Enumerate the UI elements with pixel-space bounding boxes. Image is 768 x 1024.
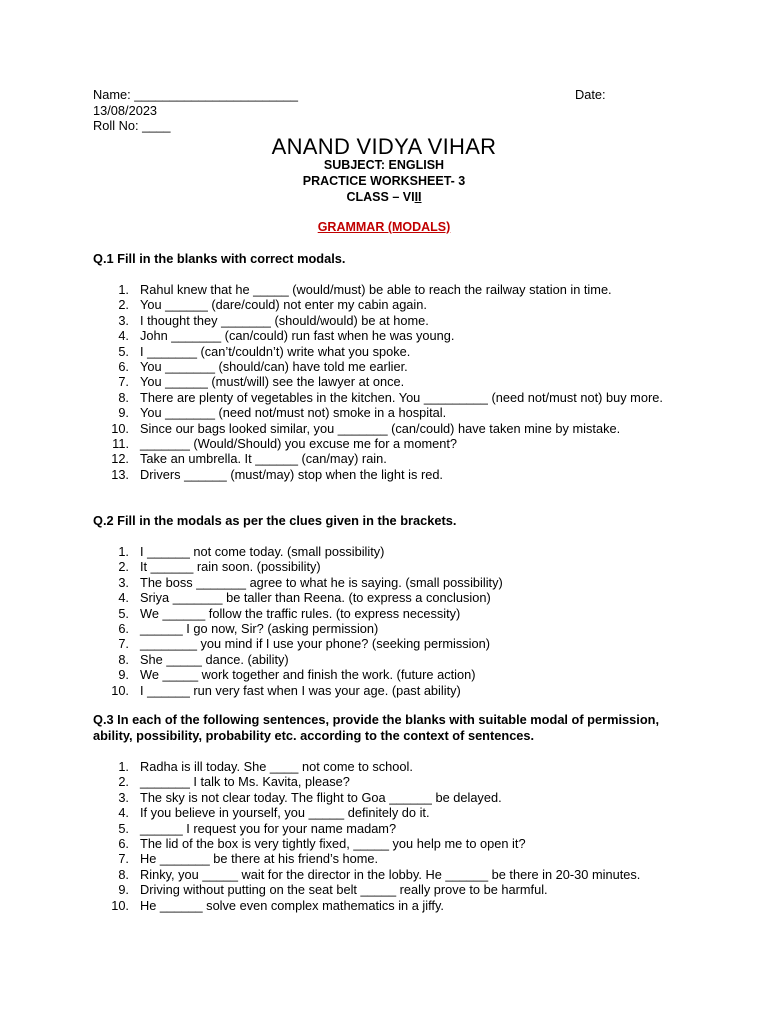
item-number: 6. bbox=[118, 836, 129, 852]
q2-item bbox=[93, 683, 673, 698]
school-title: ANAND VIDYA VIHAR bbox=[271, 134, 497, 159]
item-text: You ______ (must/will) see the lawyer at once. bbox=[140, 374, 405, 390]
date-label: Date: bbox=[575, 87, 606, 102]
item-number: 6. bbox=[118, 621, 129, 637]
q1-item bbox=[93, 344, 673, 359]
q1-item bbox=[93, 282, 673, 297]
item-number: 5. bbox=[118, 343, 129, 359]
item-text: Since our bags looked similar, you _______ (can/could) have taken mine by mistake. bbox=[140, 420, 621, 436]
item-number: 6. bbox=[118, 359, 129, 375]
item-text: We ______ follow the traffic rules. (to express necessity) bbox=[140, 605, 461, 621]
item-number: 8. bbox=[118, 651, 129, 667]
item-number: 9. bbox=[118, 405, 129, 421]
item-text: It ______ rain soon. (possibility) bbox=[140, 559, 321, 575]
q3-item bbox=[93, 805, 673, 820]
q2-item bbox=[93, 590, 673, 605]
item-text: She _____ dance. (ability) bbox=[140, 651, 289, 667]
worksheet-line: PRACTICE WORKSHEET- 3 bbox=[302, 174, 466, 188]
item-text: I thought they _______ (should/would) be at home. bbox=[140, 312, 429, 328]
q2-item bbox=[93, 544, 673, 559]
class-suffix: II bbox=[414, 190, 422, 204]
item-number: 3. bbox=[118, 312, 129, 328]
item-text: ______ I go now, Sir? (asking permission) bbox=[140, 621, 379, 637]
student-header bbox=[93, 87, 693, 134]
item-number: 9. bbox=[118, 667, 129, 683]
item-text: I ______ run very fast when I was your age. (past ability) bbox=[140, 682, 461, 698]
item-text: There are plenty of vegetables in the kitchen. You _________ (need not/must not) buy more. bbox=[140, 389, 663, 405]
item-text: You ______ (dare/could) not enter my cabin again. bbox=[140, 297, 427, 313]
item-text: He _______ be there at his friend’s home. bbox=[140, 851, 379, 867]
name-field: Name: _______________________ bbox=[93, 87, 298, 102]
item-text: You _______ (need not/must not) smoke in a hospital. bbox=[140, 405, 447, 421]
q3-item bbox=[93, 774, 673, 789]
item-number: 1. bbox=[118, 759, 129, 774]
date-value: 13/08/2023 bbox=[93, 102, 158, 118]
item-number: 1. bbox=[118, 544, 129, 559]
q1-item bbox=[93, 313, 673, 328]
item-number: 10. bbox=[111, 420, 129, 436]
item-text: ________ you mind if I use your phone? (seeking permission) bbox=[140, 636, 490, 652]
q1-item bbox=[93, 467, 673, 482]
q1-heading: Q.1 Fill in the blanks with correct modals. bbox=[93, 251, 346, 266]
q3-heading: Q.3 In each of the following sentences, provide the blanks with suitable modal of permission, ability, possibility, probability etc. according to the context of sentences. bbox=[93, 712, 660, 743]
item-number: 4. bbox=[118, 590, 129, 606]
item-number: 1. bbox=[118, 282, 129, 297]
item-number: 4. bbox=[118, 328, 129, 344]
q1-item bbox=[93, 359, 673, 374]
item-text: We _____ work together and finish the work. (future action) bbox=[140, 667, 476, 683]
q3-item bbox=[93, 851, 673, 866]
item-number: 7. bbox=[118, 851, 129, 867]
q1-item bbox=[93, 374, 673, 389]
item-text: Rinky, you _____ wait for the director in the lobby. He ______ be there in 20-30 minutes. bbox=[140, 866, 641, 882]
item-number: 10. bbox=[111, 897, 129, 913]
q1-item bbox=[93, 328, 673, 343]
q1-item bbox=[93, 436, 673, 451]
class-prefix: CLASS – VI bbox=[346, 190, 415, 204]
item-text: Radha is ill today. She ____ not come to school. bbox=[140, 759, 413, 774]
item-number: 8. bbox=[118, 389, 129, 405]
item-text: I _______ (can’t/couldn’t) write what you spoke. bbox=[140, 343, 411, 359]
name-date-row bbox=[93, 87, 693, 103]
q3-item bbox=[93, 836, 673, 851]
item-number: 13. bbox=[111, 466, 129, 482]
item-text: Sriya _______ be taller than Reena. (to express a conclusion) bbox=[140, 590, 491, 606]
item-text: You _______ (should/can) have told me earlier. bbox=[140, 359, 408, 375]
item-number: 8. bbox=[118, 866, 129, 882]
q1-item bbox=[93, 405, 673, 420]
item-number: 7. bbox=[118, 374, 129, 390]
q1-list bbox=[93, 282, 673, 482]
q1-item bbox=[93, 297, 673, 312]
q2-item bbox=[93, 652, 673, 667]
q3-item bbox=[93, 821, 673, 836]
item-number: 2. bbox=[118, 297, 129, 313]
q1-item bbox=[93, 421, 673, 436]
item-number: 2. bbox=[118, 774, 129, 790]
item-number: 2. bbox=[118, 559, 129, 575]
item-text: Drivers ______ (must/may) stop when the light is red. bbox=[140, 466, 443, 482]
item-text: If you believe in yourself, you _____ definitely do it. bbox=[140, 805, 430, 821]
item-number: 12. bbox=[111, 451, 129, 467]
subject-line: SUBJECT: ENGLISH bbox=[323, 158, 445, 172]
q3-item bbox=[93, 867, 673, 882]
item-number: 7. bbox=[118, 636, 129, 652]
item-number: 5. bbox=[118, 820, 129, 836]
topic-heading: GRAMMAR (MODALS) bbox=[317, 220, 451, 234]
item-number: 11. bbox=[112, 436, 129, 452]
q2-item bbox=[93, 606, 673, 621]
item-number: 3. bbox=[118, 789, 129, 805]
item-number: 5. bbox=[118, 605, 129, 621]
item-text: The lid of the box is very tightly fixed, _____ you help me to open it? bbox=[140, 836, 526, 852]
q1-item bbox=[93, 451, 673, 466]
item-number: 10. bbox=[111, 682, 129, 698]
item-text: _______ (Would/Should) you excuse me for a moment? bbox=[140, 436, 458, 452]
q3-item bbox=[93, 898, 673, 913]
q3-item bbox=[93, 790, 673, 805]
item-text: The boss _______ agree to what he is saying. (small possibility) bbox=[140, 574, 503, 590]
q2-item bbox=[93, 559, 673, 574]
q2-list bbox=[93, 544, 673, 698]
item-text: I ______ not come today. (small possibility) bbox=[140, 544, 385, 559]
q2-item bbox=[93, 621, 673, 636]
q2-item bbox=[93, 667, 673, 682]
item-text: Driving without putting on the seat belt _____ really prove to be harmful. bbox=[140, 882, 548, 898]
roll-field: Roll No: ____ bbox=[93, 118, 171, 133]
item-text: Rahul knew that he _____ (would/must) be able to reach the railway station in time. bbox=[140, 282, 612, 297]
q3-item bbox=[93, 882, 673, 897]
item-text: Take an umbrella. It ______ (can/may) rain. bbox=[140, 451, 387, 467]
q1-item bbox=[93, 390, 673, 405]
item-text: He ______ solve even complex mathematics in a jiffy. bbox=[140, 897, 444, 913]
q2-heading: Q.2 Fill in the modals as per the clues given in the brackets. bbox=[93, 513, 457, 528]
item-number: 4. bbox=[118, 805, 129, 821]
item-text: _______ I talk to Ms. Kavita, please? bbox=[140, 774, 350, 790]
item-text: ______ I request you for your name madam? bbox=[140, 820, 397, 836]
q3-item bbox=[93, 759, 673, 774]
item-text: The sky is not clear today. The flight to Goa ______ be delayed. bbox=[140, 789, 502, 805]
q2-item bbox=[93, 575, 673, 590]
item-number: 3. bbox=[118, 574, 129, 590]
q2-item bbox=[93, 636, 673, 651]
q3-list bbox=[93, 759, 673, 913]
item-number: 9. bbox=[118, 882, 129, 898]
item-text: John _______ (can/could) run fast when he was young. bbox=[140, 328, 455, 344]
class-line bbox=[0, 190, 768, 204]
